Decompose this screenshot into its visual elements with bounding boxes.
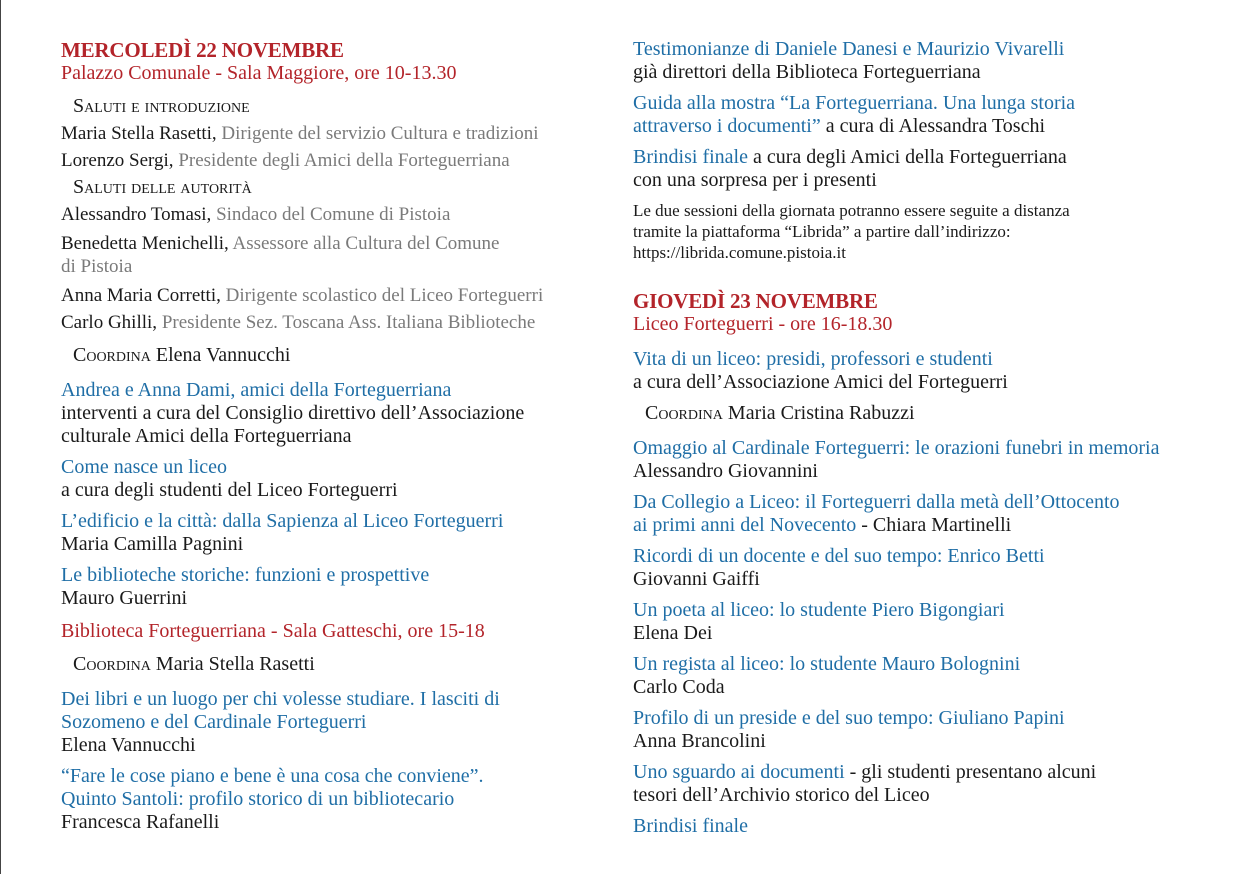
talk-speaker: Carlo Coda [633, 676, 725, 698]
talk-title: “Fare le cose piano e bene è una cosa che conviene”. [61, 765, 484, 787]
talk-item [633, 437, 1213, 483]
talk-speaker: Elena Vannucchi [61, 734, 196, 756]
talk-item [633, 348, 1213, 394]
talk-speaker: Maria Camilla Pagnini [61, 533, 244, 555]
talk-title: Uno sguardo ai documenti [633, 761, 845, 783]
streaming-note [633, 200, 1213, 263]
speaker-row [61, 203, 601, 226]
talk-item [61, 765, 601, 834]
talk-title: Un regista al liceo: lo studente Mauro Bolognini [633, 653, 1021, 675]
speaker-name: Alessandro Tomasi, [61, 204, 212, 225]
talk-item [633, 653, 1213, 699]
section-label-saluti-autorita: Saluti delle autorità [73, 176, 252, 198]
talk-title: Ricordi di un docente e del suo tempo: Enrico Betti [633, 545, 1045, 567]
talk-description: già direttori della Biblioteca Forteguerriana [633, 61, 981, 83]
speaker-role: Presidente Sez. Toscana Ass. Italiana Biblioteche [161, 312, 536, 333]
talk-description: interventi a cura del Consiglio direttivo dell’Associazione [61, 402, 525, 424]
coordina-label: Coordina [645, 402, 723, 424]
talk-title: Un poeta al liceo: lo studente Piero Bigongiari [633, 599, 1005, 621]
talk-speaker: Mauro Guerrini [61, 587, 188, 609]
speaker-row [61, 232, 601, 278]
day-title: MERCOLEDÌ 22 NOVEMBRE [61, 38, 344, 62]
section-label-saluti-introduzione: Saluti e introduzione [73, 95, 250, 117]
talk-item [633, 761, 1213, 807]
talk-item [61, 564, 601, 610]
speaker-role: Presidente degli Amici della Forteguerriana [178, 150, 510, 171]
speaker-role: Dirigente del servizio Cultura e tradizioni [221, 123, 539, 144]
talk-item [61, 456, 601, 502]
talk-item [633, 707, 1213, 753]
coordinator-row [633, 402, 1213, 425]
talk-description: a cura degli studenti del Liceo Forteguerri [61, 479, 398, 501]
coordina-label: Coordina [73, 344, 151, 366]
talk-speaker: Giovanni Gaiffi [633, 568, 760, 590]
talk-speaker: Anna Brancolini [633, 730, 766, 752]
speaker-name: Maria Stella Rasetti, [61, 123, 217, 144]
page-left-border [0, 0, 1, 874]
talk-title: Testimonianze di Daniele Danesi e Maurizio Vivarelli [633, 38, 1065, 60]
talk-description-cont: tesori dell’Archivio storico del Liceo [633, 784, 930, 806]
speaker-role: Assessore alla Cultura del Comune [232, 233, 500, 254]
talk-description: a cura di Alessandra Toschi [820, 115, 1045, 137]
talk-item [61, 688, 601, 757]
talk-title: Le biblioteche storiche: funzioni e prospettive [61, 564, 430, 586]
coordinator-row [61, 653, 601, 676]
program-day-1-continued-and-day-2 [633, 38, 1213, 838]
talk-item [633, 146, 1213, 192]
talk-title: Omaggio al Cardinale Forteguerri: le orazioni funebri in memoria [633, 437, 1160, 459]
venue-morning: Palazzo Comunale - Sala Maggiore, ore 10-13.30 [61, 62, 457, 84]
day-title: GIOVEDÌ 23 NOVEMBRE [633, 289, 878, 313]
talk-description: culturale Amici della Forteguerriana [61, 425, 352, 447]
talk-title-cont: Sozomeno e del Cardinale Forteguerri [61, 711, 367, 733]
speaker-role: Sindaco del Comune di Pistoia [216, 204, 451, 225]
talk-title-cont: ai primi anni del Novecento [633, 514, 857, 536]
coordina-label: Coordina [73, 653, 151, 675]
talk-title-cont: Quinto Santoli: profilo storico di un bibliotecario [61, 788, 455, 810]
talk-item [633, 38, 1213, 84]
talk-title-cont: attraverso i documenti” [633, 115, 821, 137]
talk-title: Profilo di un preside e del suo tempo: Giuliano Papini [633, 707, 1065, 729]
talk-title: L’edificio e la città: dalla Sapienza al Liceo Forteguerri [61, 510, 504, 532]
talk-speaker: Francesca Rafanelli [61, 811, 220, 833]
note-line: tramite la piattaforma “Librida” a partire dall’indirizzo: [633, 222, 1011, 241]
talk-title: Brindisi finale [633, 815, 748, 837]
talk-title: Da Collegio a Liceo: il Forteguerri dalla metà dell’Ottocento [633, 491, 1120, 513]
talk-title: Come nasce un liceo [61, 456, 228, 478]
coordinator-name: Maria Stella Rasetti [155, 653, 315, 675]
talk-title: Vita di un liceo: presidi, professori e studenti [633, 348, 993, 370]
talk-item [633, 491, 1213, 537]
talk-title: Guida alla mostra “La Forteguerriana. Una lunga storia [633, 92, 1076, 114]
talk-item [633, 599, 1213, 645]
talk-description: - gli studenti presentano alcuni [844, 761, 1097, 783]
talk-speaker: Elena Dei [633, 622, 713, 644]
talk-speaker: Alessandro Giovannini [633, 460, 818, 482]
speaker-row [61, 149, 601, 172]
streaming-url: https://librida.comune.pistoia.it [633, 243, 846, 262]
speaker-name: Lorenzo Sergi, [61, 150, 174, 171]
coordinator-name: Elena Vannucchi [155, 344, 291, 366]
talk-speaker: - Chiara Martinelli [856, 514, 1012, 536]
speaker-name: Anna Maria Corretti, [61, 285, 221, 306]
speaker-row [61, 122, 601, 145]
talk-item [61, 510, 601, 556]
talk-item [61, 379, 601, 448]
speaker-role-cont: di Pistoia [61, 256, 133, 277]
speaker-row [61, 311, 601, 334]
talk-item [633, 815, 1213, 838]
talk-title: Dei libri e un luogo per chi volesse studiare. I lasciti di [61, 688, 500, 710]
coordinator-row [61, 344, 601, 367]
talk-title: Brindisi finale [633, 146, 748, 168]
note-line: Le due sessioni della giornata potranno essere seguite a distanza [633, 201, 1070, 220]
venue: Liceo Forteguerri - ore 16-18.30 [633, 313, 893, 335]
coordinator-name: Maria Cristina Rabuzzi [727, 402, 915, 424]
talk-description: a cura dell’Associazione Amici del Forteguerri [633, 371, 1008, 393]
speaker-row [61, 284, 601, 307]
program-day-1 [61, 38, 601, 834]
talk-description-cont: con una sorpresa per i presenti [633, 169, 877, 191]
talk-title: Andrea e Anna Dami, amici della Forteguerriana [61, 379, 452, 401]
venue-afternoon: Biblioteca Forteguerriana - Sala Gatteschi, ore 15-18 [61, 620, 485, 642]
speaker-name: Carlo Ghilli, [61, 312, 158, 333]
talk-item [633, 545, 1213, 591]
talk-item [633, 92, 1213, 138]
speaker-role: Dirigente scolastico del Liceo Forteguerri [225, 285, 544, 306]
speaker-name: Benedetta Menichelli, [61, 233, 229, 254]
talk-description: a cura degli Amici della Forteguerriana [747, 146, 1067, 168]
